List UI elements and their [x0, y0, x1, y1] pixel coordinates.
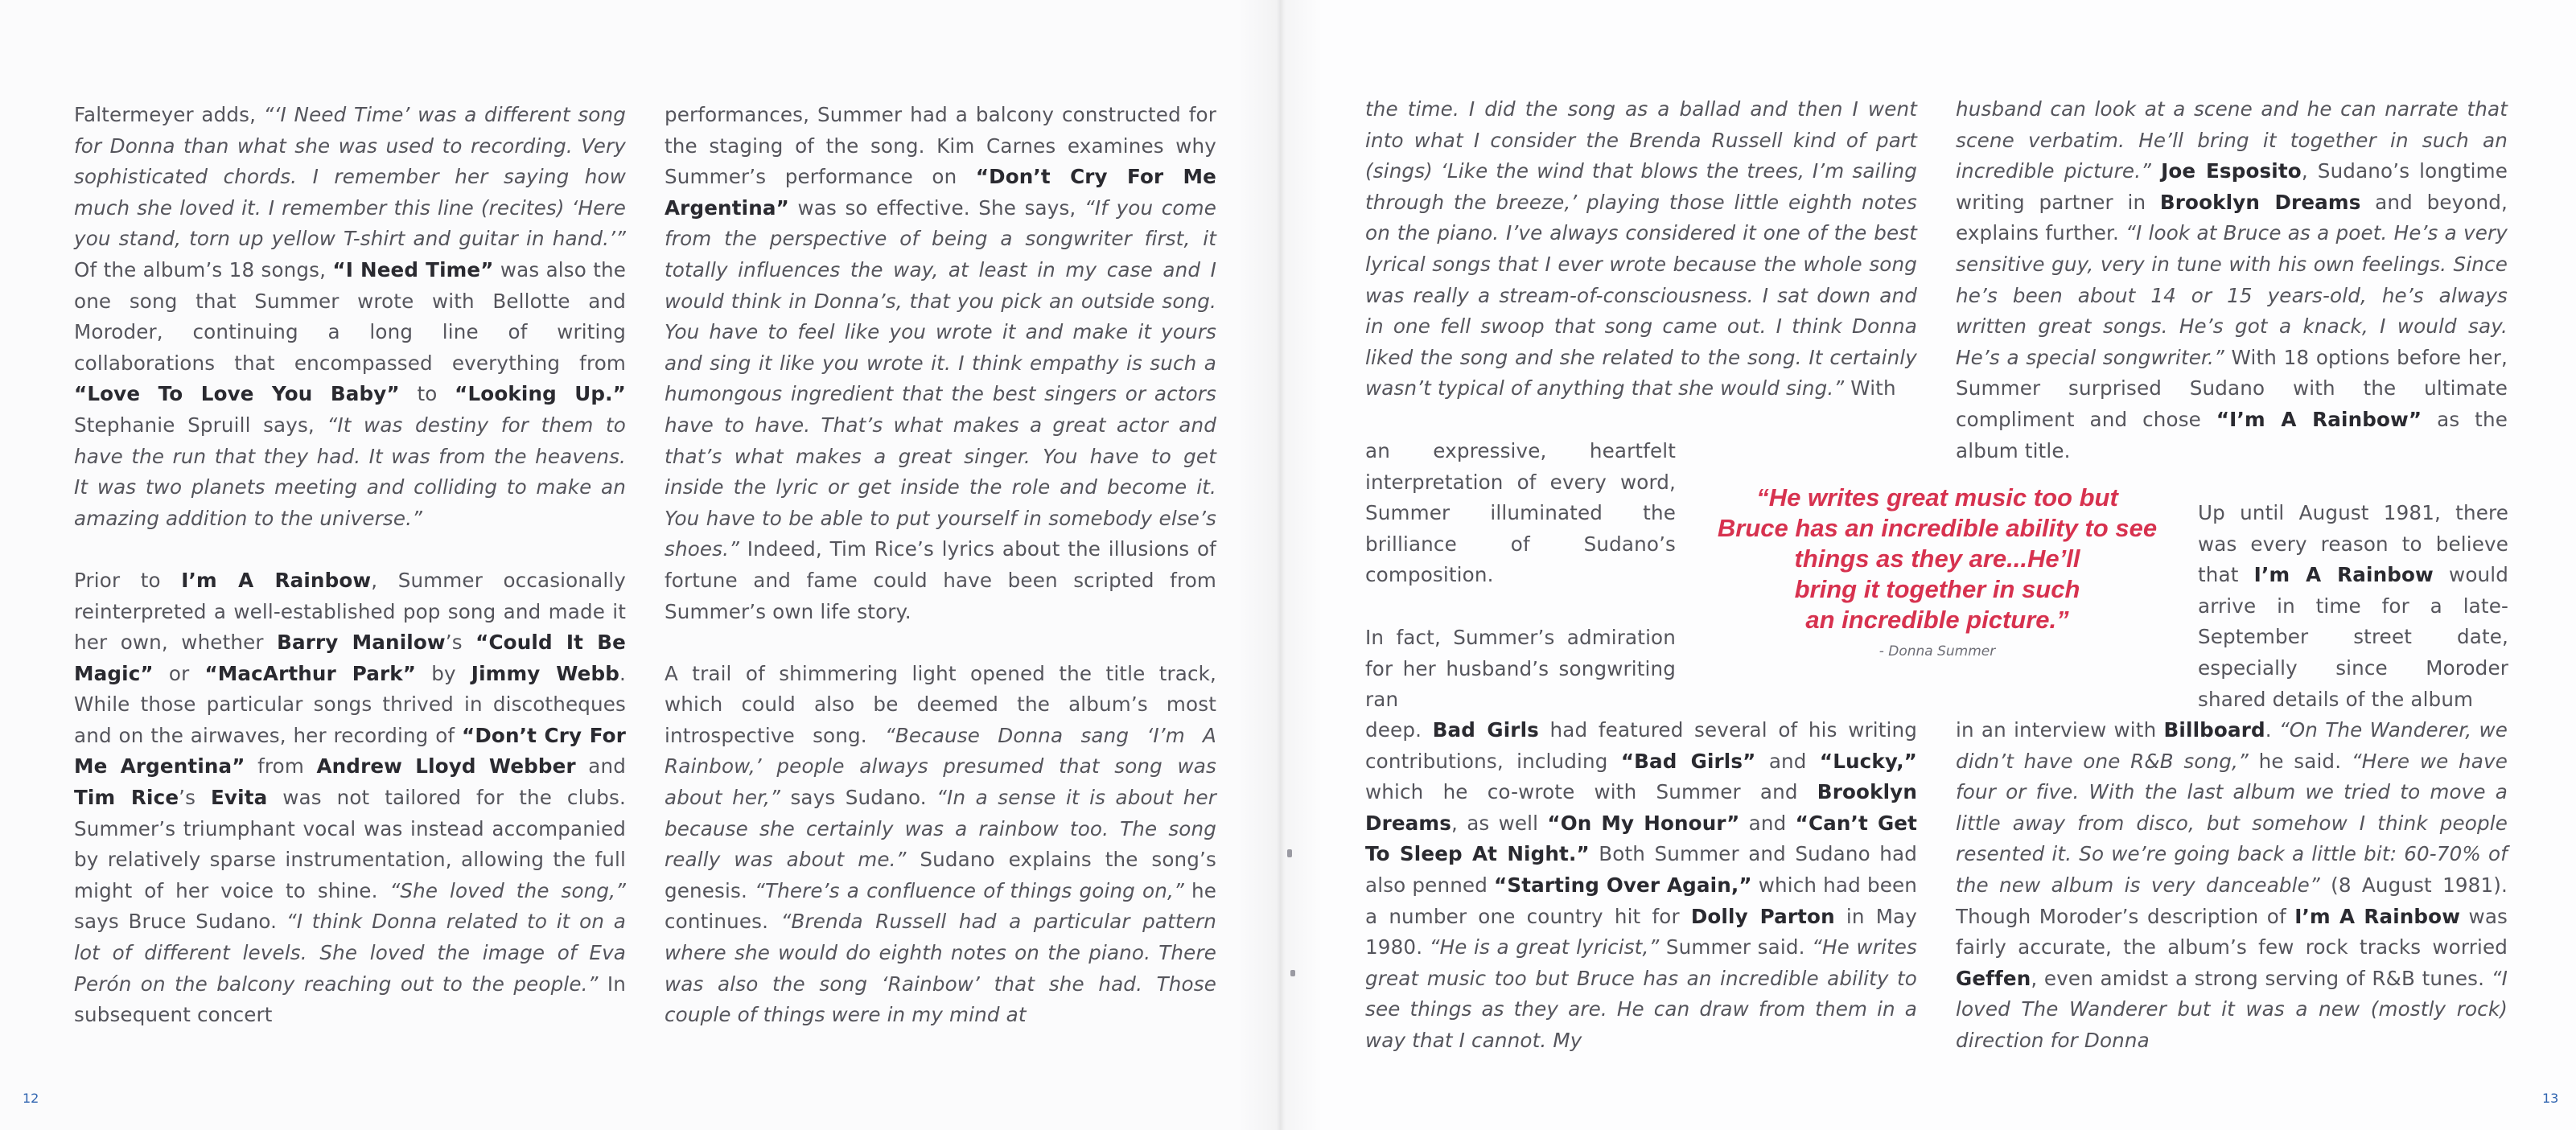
- column-3-wrap-b: [1365, 623, 1676, 716]
- italic-quote: “Brenda Russell had a particular pattern where she would do eighth notes on the piano. There was also the song ‘Rainbow’ that she had. Those couple of things were in my mind at: [665, 910, 1216, 1027]
- bold-text: Evita: [210, 786, 268, 810]
- text-run: Up until August 1981, there was every reason to believe that: [2198, 501, 2508, 587]
- paragraph: [1365, 715, 1917, 1057]
- pull-quote: [1696, 483, 2179, 635]
- paragraph: [1365, 94, 1917, 405]
- paragraph: [74, 565, 626, 1031]
- paragraph: [665, 659, 1216, 1031]
- italic-quote: “If you come from the perspective of being a songwriter first, it totally influences the way, at least in my case and I would think in Donna’s, that you pick an outside song. You have to feel like you wrote it and make it yours and sing it like you wrote it. I think empathy is such a humongous ingredient that the best singers or actors have to have. That’s what makes a great actor and that’s what makes a great singer. You have to get inside the lyric or get inside the role and become it. You have to be able to put yourself in somebody else’s shoes.”: [665, 195, 1217, 561]
- text-run: Of the album’s 18 songs,: [74, 257, 333, 281]
- text-run: (8 August 1981). Though Moroder’s description of: [1956, 873, 2508, 928]
- text-run: which had been a number one country hit for: [1365, 873, 1917, 928]
- staple-mark: [1290, 970, 1295, 976]
- bold-text: Tim Rice: [74, 786, 179, 810]
- paragraph: [1365, 623, 1676, 716]
- text-run: which he co-wrote with Summer and: [1365, 780, 1817, 804]
- text-run: performances, Summer had a balcony constructed for the staging of the song. Kim Carnes examines why Summer’s performance on: [665, 103, 1216, 189]
- text-run: in May 1980.: [1365, 904, 1917, 959]
- text-run: was fairly accurate, the album’s few rock tracks worried: [1956, 904, 2508, 959]
- text-run: was not tailored for the clubs. Summer’s triumphant vocal was instead accompanied by relatively sparse instrumentation, allowing the full might of her voice to shine.: [74, 786, 626, 902]
- text-run: would arrive in time for a late-September street date, especially since Moroder shared details of the album: [2198, 563, 2508, 711]
- text-run: [2151, 159, 2161, 183]
- text-run: he continues.: [665, 878, 1216, 934]
- bold-text: Brooklyn Dreams: [1365, 780, 1917, 835]
- column-4: [1956, 94, 2508, 466]
- bold-text: Bad Girls: [1432, 718, 1539, 742]
- bold-text: I’m A Rainbow: [2294, 904, 2461, 928]
- bold-text: “Don’t Cry For Me Argentina”: [665, 165, 1216, 220]
- bold-text: “Lucky,”: [1819, 749, 1917, 773]
- text-run: In subsequent concert: [74, 972, 626, 1027]
- text-run: Both Summer and Sudano had also penned: [1365, 842, 1918, 897]
- bold-text: “I Need Time”: [332, 257, 494, 281]
- bold-text: “Don’t Cry For Me Argentina”: [74, 723, 626, 779]
- page-number-left: 12: [23, 1091, 39, 1106]
- text-run: . While those particular songs thrived in discotheques and on the airwaves, her recording of: [74, 661, 626, 747]
- text-run: as the album title.: [1956, 407, 2508, 462]
- bold-text: “Looking Up.”: [455, 382, 626, 406]
- pull-quote-line: things as they are...He’ll: [1794, 544, 2080, 573]
- column-4-lower: [1956, 715, 2508, 1057]
- paragraph: [2198, 498, 2508, 715]
- text-run: and: [1739, 811, 1796, 835]
- column-4-wrap: [2198, 498, 2508, 715]
- text-run: In fact, Summer’s admiration for her husband’s songwriting ran: [1365, 626, 1676, 712]
- text-run: Summer said.: [1659, 935, 1813, 959]
- italic-quote: “He is a great lyricist,”: [1429, 935, 1660, 959]
- text-run: ’s: [179, 786, 211, 810]
- paragraph: [665, 100, 1216, 627]
- bold-text: Jimmy Webb: [471, 661, 620, 685]
- page-number-right: 13: [2542, 1091, 2559, 1106]
- bold-text: Billboard: [2163, 718, 2265, 742]
- text-run: With 18 options before her, Summer surprised Sudano with the ultimate compliment and chose: [1956, 345, 2508, 431]
- bold-text: “I’m A Rainbow”: [2216, 407, 2422, 431]
- bold-text: “On My Honour”: [1547, 811, 1740, 835]
- bold-text: Dolly Parton: [1690, 904, 1835, 928]
- bold-text: Barry Manilow: [277, 631, 446, 655]
- text-run: Faltermeyer adds,: [74, 103, 264, 126]
- italic-quote: “She loved the song,”: [389, 878, 626, 902]
- column-2: [665, 100, 1216, 1031]
- text-run: Sudano explains the song’s genesis.: [665, 848, 1216, 902]
- text-run: A trail of shimmering light opened the title track, which could also be deemed the album’s most introspective song.: [665, 661, 1216, 747]
- text-run: , Summer occasionally reinterpreted a well-established pop song and made it her own, whether: [74, 568, 626, 655]
- pull-quote-attribution: - Donna Summer: [1879, 643, 1996, 660]
- bold-text: Brooklyn Dreams: [2159, 190, 2361, 214]
- italic-quote: “In a sense it is about her because she certainly was a rainbow too. The song really was about me.”: [665, 786, 1216, 872]
- text-run: says Bruce Sudano.: [74, 910, 286, 934]
- bold-text: “Starting Over Again,”: [1494, 873, 1752, 897]
- text-run: and beyond, explains further.: [1956, 190, 2508, 245]
- bold-text: Andrew Lloyd Webber: [316, 754, 576, 779]
- bold-text: “Love To Love You Baby”: [74, 382, 400, 406]
- book-gutter: [1239, 0, 1323, 1130]
- text-run: Indeed, Tim Rice’s lyrics about the illusions of fortune and fame could have been scripted from Summer’s own life story.: [665, 537, 1216, 623]
- italic-quote: “Here we have four or five. With the last album we tried to move a little away from disco, but somehow I think people resented it. So we’re going back a little bit: 60-70% of the new album is very danceable”: [1956, 749, 2508, 897]
- text-run: by: [416, 661, 471, 685]
- text-run: Prior to: [74, 568, 182, 592]
- text-run: was so effective. She says,: [788, 195, 1084, 220]
- paragraph: [1956, 715, 2508, 1057]
- text-run: or: [153, 661, 205, 685]
- text-run: With: [1844, 376, 1896, 401]
- paragraph: [1365, 436, 1676, 591]
- pull-quote-line: Bruce has an incredible ability to see: [1717, 514, 2158, 542]
- text-run: to: [399, 382, 455, 406]
- italic-quote: “‘I Need Time’ was a different song for Donna than what she was used to recording. Very sophisticated chords. I remember her saying how much she loved it. I remember this line (recites) ‘Here you stand, torn up yellow T-shirt and guitar in hand.’”: [74, 103, 626, 251]
- text-run: and: [575, 754, 627, 779]
- text-run: he said.: [2248, 749, 2352, 773]
- text-run: had featured several of his writing contributions, including: [1365, 718, 1917, 773]
- bold-text: “Can’t Get To Sleep At Night.”: [1365, 811, 1918, 866]
- paragraph: [74, 100, 626, 534]
- text-run: Stephanie Spruill says,: [74, 413, 327, 437]
- paragraph: [1956, 94, 2508, 466]
- italic-quote: “Because Donna sang ‘I’m A Rainbow,’ people always presumed that song was about her,”: [665, 723, 1216, 810]
- italic-quote: “There’s a confluence of things going on,”: [755, 878, 1184, 902]
- text-run: , even amidst a strong serving of R&B tunes.: [2031, 966, 2492, 990]
- pull-quote-line: an incredible picture.”: [1805, 606, 2069, 634]
- bold-text: I’m A Rainbow: [2253, 563, 2434, 587]
- text-run: was also the one song that Summer wrote with Bellotte and Moroder, continuing a long line of writing collaborations that encompassed everything from: [74, 257, 627, 375]
- column-1: [74, 100, 626, 1031]
- bold-text: “MacArthur Park”: [204, 661, 417, 685]
- text-run: , Sudano’s longtime writing partner in: [1956, 159, 2508, 214]
- text-run: says Sudano.: [780, 786, 937, 810]
- bold-text: I’m A Rainbow: [181, 568, 372, 592]
- bold-text: “Could It Be Magic”: [74, 631, 626, 685]
- text-run: deep.: [1365, 718, 1433, 742]
- text-run: and: [1755, 749, 1820, 773]
- pull-quote-line: “He writes great music too but: [1756, 483, 2118, 512]
- text-run: an expressive, heartfelt interpretation of every word, Summer illuminated the brilliance of Sudano’s composition.: [1365, 439, 1676, 587]
- italic-quote: “He writes great music too but Bruce has an incredible ability to see things as they are. He can draw from them in a way that I cannot. My: [1365, 935, 1918, 1052]
- italic-quote: “I think Donna related to it on a lot of different levels. She loved the image of Eva Perón on the balcony reaching out to the people.”: [74, 910, 626, 996]
- column-3-lower: [1365, 715, 1917, 1057]
- text-run: from: [245, 754, 317, 779]
- text-run: .: [2265, 718, 2279, 742]
- column-3-wrap-a: [1365, 436, 1676, 591]
- italic-quote: the time. I did the song as a ballad and then I went into what I consider the Brenda Russell kind of part (sings) ‘Like the wind that blows the trees, I’m sailing through the breeze,’ playing those little eighth notes on the piano. I’ve always considered it one of the best lyrical songs that I ever wrote because the whole song was really a stream-of-consciousness. I sat down and in one fell swoop that song came out. I think Donna liked the song and she related to the song. It certainly wasn’t typical of anything that she would sing.”: [1365, 97, 1917, 401]
- italic-quote: “It was destiny for them to have the run that they had. It was from the heavens. It was two planets meeting and colliding to make an amazing addition to the universe.”: [74, 413, 627, 530]
- pull-quote-line: bring it together in such: [1794, 575, 2080, 603]
- italic-quote: “On The Wanderer, we didn’t have one R&B song,”: [1956, 718, 2508, 773]
- bold-text: “Bad Girls”: [1620, 749, 1756, 773]
- column-3: [1365, 94, 1917, 405]
- italic-quote: “I look at Bruce as a poet. He’s a very sensitive guy, very in tune with his own feelings. Since he’s been about 14 or 15 years-old, he’s always written great songs. He’s got a knack, I would say. He’s a special songwriter.”: [1956, 221, 2508, 369]
- staple-mark: [1287, 849, 1292, 857]
- bold-text: Geffen: [1956, 966, 2031, 990]
- italic-quote: “I loved The Wanderer but it was a new (mostly rock) direction for Donna: [1956, 966, 2508, 1052]
- bold-text: Joe Esposito: [2161, 159, 2302, 183]
- italic-quote: husband can look at a scene and he can narrate that scene verbatim. He’ll bring it together in such an incredible picture.”: [1956, 97, 2508, 183]
- text-run: , as well: [1451, 811, 1548, 835]
- text-run: ’s: [445, 631, 476, 655]
- text-run: in an interview with: [1956, 718, 2164, 742]
